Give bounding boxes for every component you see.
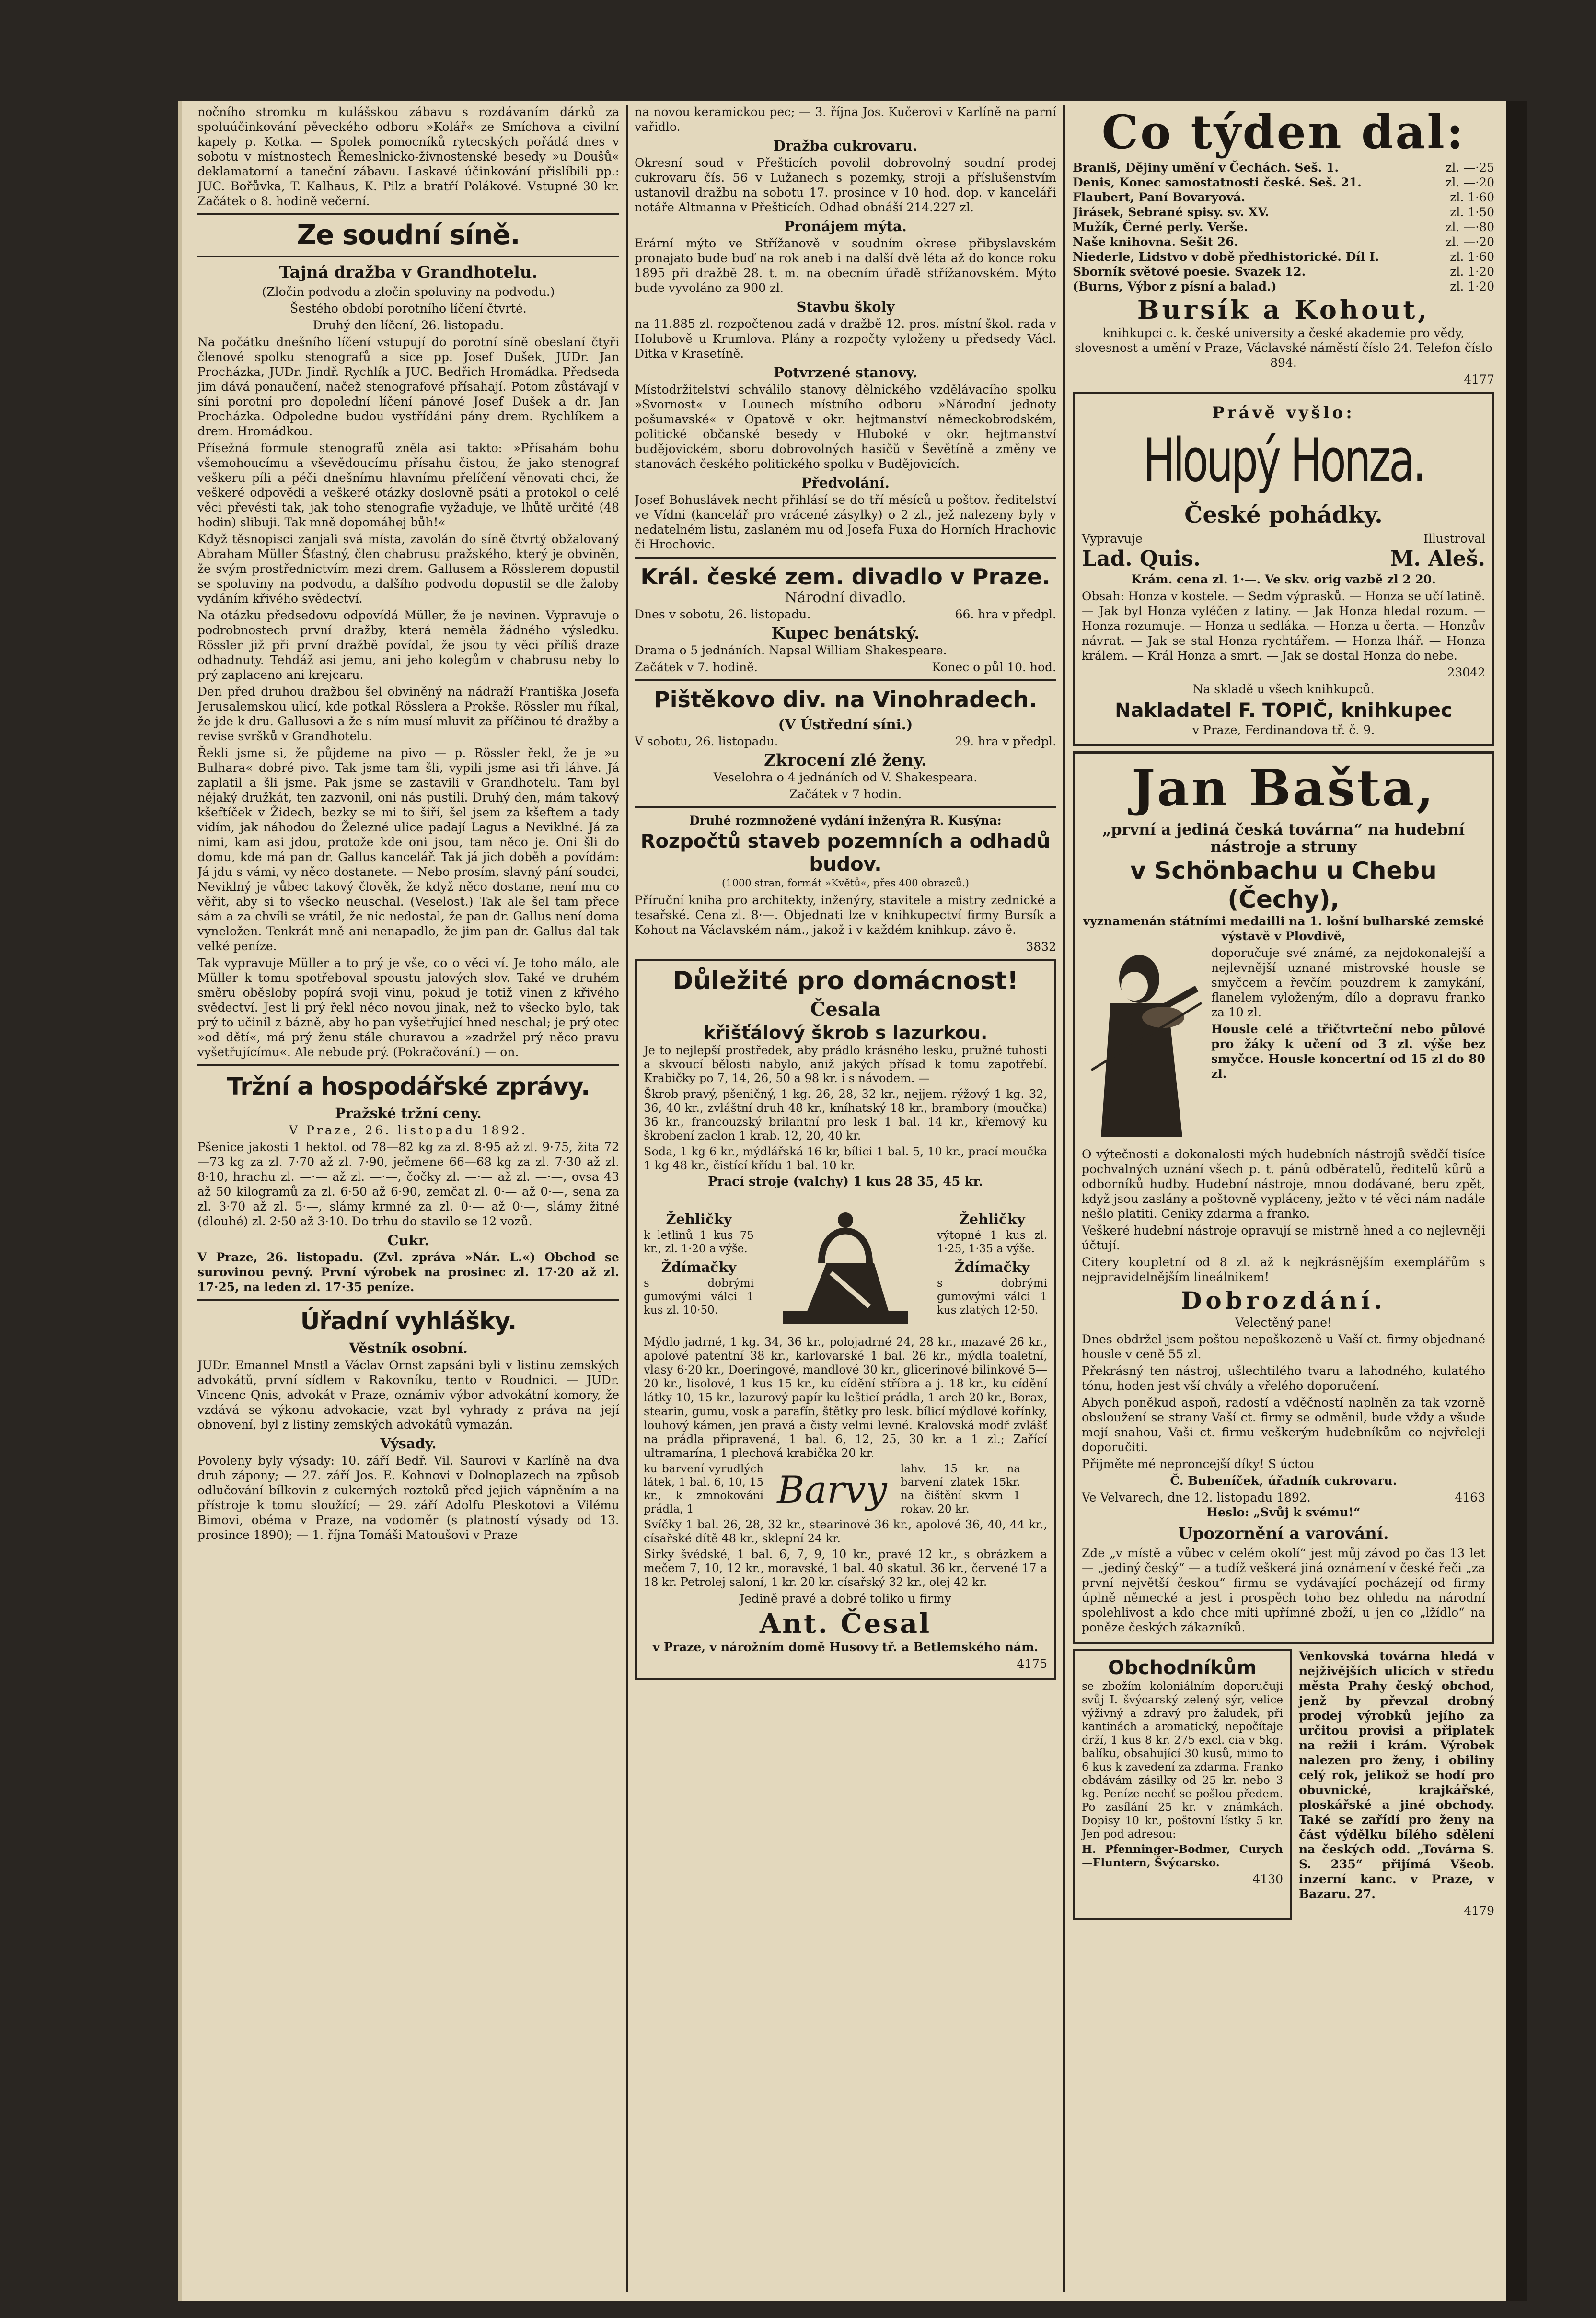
honza-illus-label: Illustroval xyxy=(1423,532,1485,546)
dobro-paragraph: Dnes obdržel jsem poštou nepoškozeně u Vaší ct. firmy objednané housle v ceně 55 zl. xyxy=(1082,1332,1485,1361)
honza-pre: Právě vyšlo: xyxy=(1212,403,1355,422)
book-title: Branlš, Dějiny umění v Čechách. Seš. 1. xyxy=(1073,161,1339,175)
article-paragraph: Přísežná formule stenografů zněla asi takto: »Přísahám bohu všemohoucímu a vševědoucímu přísahu čistou, že jako stenograf veškeru píli a péči dnešnímu hlavnímu přelíčení věnovati chci, že veškeré odpovědi a veškeré otázky doslovně psáti a protokol o celé věci převésti tak, jak toho stenografie vyžaduje, ve lhůtě určité (48 hodin) slibuji. Tak mně dopomáhej bůh!« xyxy=(197,441,619,529)
bursik-title: Bursík a Kohout, xyxy=(1137,294,1430,325)
kusyn-line: Druhé rozmnožené vydání inženýra R. Kusýna: xyxy=(689,814,1002,827)
dobro-place: Ve Velvarech, dne 12. listopadu 1892. xyxy=(1082,1491,1311,1504)
article-paragraph: Místodržitelství schválilo stanovy dělnického vzdělávacího spolku »Svornost« v Lounech místního odboru »Národní jednoty pošumavské« v Opatově v okr. hejtmanství německobrodském, politické občanské besedy v Hluboké v okr. hejtmanství budějovickém, sboru dobrovolných hasičů v Ševětíně a změny ve stanovách českého politického spolku v Budějovicích. xyxy=(635,383,1056,471)
court-sub: Druhý den líčení, 26. listopadu. xyxy=(312,318,504,332)
bursik-paragraph: knihkupci c. k. české university a české akademie pro vědy, slovesnost a umění v Praze, Václavské náměstí číslo 24. Telefon číslo 894. xyxy=(1075,326,1492,370)
theatre2-perf: 29. hra v předpl. xyxy=(955,734,1056,748)
court-heading: Ze soudní síně. xyxy=(297,220,520,251)
dobro-motto: Heslo: „Svůj k svému!“ xyxy=(1206,1505,1361,1519)
books-heading: Co týden dal: xyxy=(1101,105,1466,159)
ad-number: 23042 xyxy=(1447,665,1485,679)
iron-illustration-icon xyxy=(774,1191,917,1335)
ad-number: 4175 xyxy=(1017,1657,1047,1671)
kusyn-sub: (1000 stran, formát »Květů«, přes 400 obrazců.) xyxy=(722,877,969,889)
article-paragraph: Řekli jsme si, že půjdeme na pivo — p. Rössler řekl, že je »u Bulhara« dobré pivo. Tak jsme tam šli, vypili jsme asi tři láhve. Já zaplatil a šli jsme. Pak jsme se zastavili v Grandhotelu. Tam byl nějaký družkát, ten zazvonil, oni nás pustili. Druhý den, mám takový kšeftíček v Židech, bezky se mi to šiří, šel jsem za kšeftem a tady vidím, jak náhodou do Železné ulice padají Lagus a Neviklné. Já za nimi, kam asi jdou, protože kde oni jsou, tam něco je. Oni šli do domu, kde má pan dr. Gallus kancelář. Tak já jich doběh a povídám: Já jdu s vámi, vy něco dostanete. — Nebo prosím, slavný pání soudci, Neviklný je vůbec takový člověk, že když něco dostane, není mu co věřit, aby si to všecko neuschal. (Veselost.) Tak ale šel tam přece sám a za chvíli se vrátil, že nic nedostal, že pan dr. Gallus není doma vyneložen. Tenkrát mně ani nenapadlo, že jim pan dr. Gallus dal tak velké peníze. xyxy=(197,746,619,953)
cesal-irons-left xyxy=(644,1208,754,1319)
basta-advert xyxy=(1073,751,1494,1644)
book-title: Flaubert, Paní Bovaryová. xyxy=(1073,190,1246,204)
theatre1-start: Začátek v 7. hodině. xyxy=(635,660,758,674)
cesal-paragraph: Soda, 1 kg 6 kr., mýdlářská 16 kr, bílici 1 bal. 5, 10 kr., prací moučka 1 kg 48 kr., čistící křídu 1 bal. 10 kr. xyxy=(644,1145,1047,1172)
basta-figure-row xyxy=(1082,945,1485,1147)
book-price: zl. —·80 xyxy=(1446,220,1494,234)
basta-paragraph: O výtečnosti a dokonalosti mých hudebních nástrojů svědčí tisíce pochvalných uznání všech p. t. pánů odběratelů, ředitelů kůrů a odborníků hudby. Hudební nástroje, mnou dodávané, beru zpět, když jsou zaslány a poštovně vypláceny, ježto v té věci nám nadále nešlo platiti. Ceniky zdarma a franko. xyxy=(1082,1147,1485,1221)
theatre1-desc: Drama o 5 jednáních. Napsal William Shakespeare. xyxy=(635,643,947,657)
article-paragraph: Tak vypravuje Müller a to prý je vše, co o věci ví. Je toho málo, ale Müller k tomu spotřeboval spoustu jalových slov. Také ve druhém směru oběsloby popírá svoji vinu, pokud je totiž vinen z křivého svědectví. Jest li prý řekl něco novou jinak, než to všecko bylo, tak prý to učinil z bázně, aby ho pan vyšetřující hned neschal; je prý otec »od dětí«, má prý ženu stále churavou a »zadržel prý něco pravu vyšetřujícímu«. Ale nebude prý. (Pokračování.) — on. xyxy=(197,956,619,1059)
cesal-only: Jedině pravé a dobré toliko u firmy xyxy=(740,1592,951,1606)
book-price: zl. 1·60 xyxy=(1450,190,1494,204)
cesal-name: Česala xyxy=(810,998,881,1021)
theatre1-title: Král. české zem. divadlo v Praze. xyxy=(640,564,1051,590)
honza-advert xyxy=(1073,392,1494,746)
basta-paragraph: vyznamenán státními medailli na 1. lošní bulharské zemské výstavě v Plovdivě, xyxy=(1083,914,1484,943)
sugar-heading: Cukr. xyxy=(387,1232,429,1248)
honza-title: Hloupý Honza. xyxy=(1143,426,1424,495)
honza-publisher: Nakladatel F. TOPIČ, knihkupec xyxy=(1115,699,1452,722)
cesal-title: Důležité pro domácnost! xyxy=(672,967,1018,995)
cesal-iron-title: Žehličky xyxy=(666,1211,732,1227)
article-paragraph: Erární mýto ve Střížanově v soudním okrese přibyslavském pronajato bude buď na rok aneb i na další dvě léta až do konce roku 1895 při dražbě 28. t. m. na obecním úřadě střížanovském. Mýto bude vyvoláno za 900 zl. xyxy=(635,236,1056,295)
dobro-paragraph: Překrásný ten nástroj, ušlechtilého tvaru a lahodného, kulatého tónu, hoden jest vší chvály a vřelého doporučení. xyxy=(1082,1364,1485,1393)
auction-heading: Dražba cukrovaru. xyxy=(773,138,918,154)
ad-number: 3832 xyxy=(1026,940,1056,954)
divider xyxy=(197,256,619,257)
cesal-paragraph: Svíčky 1 bal. 26, 28, 32 kr., stearinové 36 kr., apolové 36, 40, 44 kr., císařské dítě 48 kr., sklepní 24 kr. xyxy=(644,1518,1047,1545)
column-rule xyxy=(1063,105,1065,2292)
theatre2-title: Pištěkovo div. na Vinohradech. xyxy=(654,687,1037,712)
basta-name: Jan Bašta, xyxy=(1132,758,1435,817)
cesal-iron-text: k letlinů 1 kus 75 kr., zl. 1·20 a výše. xyxy=(644,1229,754,1255)
book-row xyxy=(1073,234,1494,249)
basta-sub1: „první a jediná česká továrna“ na hudební nástroje a struny xyxy=(1102,820,1465,856)
toll-heading: Pronájem mýta. xyxy=(784,218,907,234)
privileges-paragraph: Povoleny byly výsady: 10. září Bedř. Vil. Saurovi v Karlíně na dva druh zápony; — 27. září Jos. E. Kohnovi v Dolnoplazech na způsob odlučování bílkovin z cukerných roztoků před jejich vápněním a na přístroje k tomu sloužící; — 29. září Adolfu Pleskotovi a Vilému Bimovi, obéma v Praze, na vodoměr (s platností výsady od 13. prosince 1890); — 1. října Tomáši Matoušovi v Praze xyxy=(197,1454,619,1542)
book-row xyxy=(1073,220,1494,234)
book-price: zl. 1·20 xyxy=(1450,265,1494,279)
basta-paragraph: Veškeré hudební nástroje opravují se mistrně hned a co nejlevněji účtují. xyxy=(1082,1223,1485,1252)
basta-paragraph: Citery koupletní od 8 zl. až k nejkrásnějším exemplářům s nejpravidelnějším lineálnikem! xyxy=(1082,1255,1485,1284)
cesal-iron-title: Žehličky xyxy=(959,1211,1025,1227)
court-sub: (Zločin podvodu a zločin spoluviny na podvodu.) xyxy=(262,285,555,299)
cesal-paragraph: Sirky švédské, 1 bal. 6, 7, 9, 10 kr., pravé 12 kr., s obrázkem a mečem 7, 10, 12 kr., moravské, 1 bal. 40 skatul. 36 kr., červené 17 a 18 kr. Petrolej saloní, 1 kr. 20 kr. císařský 32 kr., olej 42 kr. xyxy=(644,1548,1047,1589)
article-paragraph: Na otázku předsedovu odpovídá Müller, že je nevinen. Vypravuje o podrobnostech první dražby, která neměla žádného výsledku. Rössler již při první dražbě povídal, že jsou ty věci příliš draze odhadnuty. Tehdáž asi jemu, ani jeho kolegům v chabrusu neby lo prý zaplaceno ani krejcaru. xyxy=(197,608,619,682)
cesal-colors-word: Barvy xyxy=(777,1468,887,1512)
basta-sub2: v Schönbachu u Chebu (Čechy), xyxy=(1130,857,1437,913)
books-list xyxy=(1073,160,1494,294)
theatre2-play: Zkrocení zlé ženy. xyxy=(764,751,927,770)
divider xyxy=(635,679,1056,681)
book-title: Mužík, Černé perly. Verše. xyxy=(1073,220,1249,234)
basta-paragraph: doporučuje své známé, za nejdokonalejší a nejlevnější uznané mistrovské housle se smyčcem a řevčím pouzdrem k zamykání, flanelem vyloženým, dílo a dopravu franko za 10 zl. xyxy=(1211,946,1485,1019)
ad-number: 4177 xyxy=(1464,373,1494,386)
article-paragraph: Okresní soud v Přešticích povolil dobrovolný soudní prodej cukrovaru čís. 56 v Lužanech s pozemky, stroji a příslušenstvím ustanovil dražbu na sobotu 17. prosince v 10 hod. dop. v kanceláři notáře Altmanna v Přešticích. Odhad obnáší 214.227 zl. xyxy=(635,156,1056,214)
court-title: Tajná dražba v Grandhotelu. xyxy=(279,263,538,282)
theatre1-sub: Národní divadlo. xyxy=(785,589,906,606)
column-rule xyxy=(626,105,628,2292)
kusyn-paragraph: Příruční kniha pro architekty, inženýry, stavitele a mistry zednické a tesařské. Cena zl. 8·—. Objednati lze v knihkupectví firmy Bursík a Kohout na Václavském nám., jakož i v každém knihkup. závo ě. xyxy=(635,893,1056,937)
basta-paragraph: Housle celé a třičtvrteční nebo půlové pro žáky k učení od 3 zl. výše bez smyčce. Housle koncertní od 15 zl do 80 zl. xyxy=(1211,1022,1485,1081)
theatre1-end: Konec o půl 10. hod. xyxy=(932,660,1056,674)
theatre2-start: Začátek v 7 hodin. xyxy=(789,787,902,801)
divider xyxy=(197,213,619,215)
honza-content: Obsah: Honza v kostele. — Sedm výprasků. — Honza se učí latině. — Jak byl Honza vyléčen z latiny. — Jak Honza hledal rozum. — Honza rozumuje. — Honza u sedláka. — Honza u čerta. — Honzův návrat. — Jak se stal Honza rychtářem. — Honza lhář. — Honza králem. — Král Honza a smrt. — Jak se dostal Honza do nebe. xyxy=(1082,589,1485,663)
article-paragraph: na 11.885 zl. rozpočtenou zadá v dražbě 12. pros. místní škol. rada v Holubově u Krumlova. Plány a rozpočty vyloženy u předsedy Václ. Ditka v Krasetíně. xyxy=(635,317,1056,361)
binding-strip xyxy=(1506,101,1527,2301)
venkov-paragraph: Venkovská továrna hledá v nejživějších ulicích v středu města Prahy český obchod, jenž by převzal drobný prodej výrobků jejího za určitou provisi a připlatek na režii i krám. Výrobek nalezen pro ženy, i obiliny celý rok, jelikož se hodí pro obuvnické, krajkářské, ploskářské a jiné obchody. Také se zařídí pro ženy na část výdělku bílého sdělení na českých odd. „Továrna S. S. 235“ přijímá Všeob. inzerní kanc. v Praze, v Bazaru. 27. xyxy=(1299,1649,1494,1901)
theatre2-dateline xyxy=(635,734,1056,749)
ad-number: 4130 xyxy=(1252,1872,1283,1886)
theatre2-sub: (V Ústřední síni.) xyxy=(778,716,913,733)
book-row xyxy=(1073,175,1494,190)
cesal-paragraph: Prací stroje (valchy) 1 kus 28 35, 45 kr. xyxy=(708,1175,983,1189)
theatre2-date: V sobotu, 26. listopadu. xyxy=(635,734,778,748)
honza-illus: M. Aleš. xyxy=(1390,547,1485,571)
cesal-irons-right xyxy=(937,1208,1047,1319)
official-paragraph: JUDr. Emannel Mnstl a Václav Ornst zapsáni byli v listinu zemských advokátů, první sídlem v Rakovníku, tento v Roudnici. — JUDr. Vincenc Qnis, advokát v Praze, oznámiv výbor advokátní komory, že vzdává se výkonu advokacie, vzat byl vyhrady z práva na její obnovení, byl z listiny zemských advokátů vymazán. xyxy=(197,1358,619,1432)
ad-number: 4163 xyxy=(1455,1491,1485,1504)
theatre1-date: Dnes v sobotu, 26. listopadu. xyxy=(635,607,811,621)
intro-paragraph: nočního stromku m kulášskou zábavu s rozdávaním dárků za spoluúčinkování pěveckého odboru »Kolář« ze Smíchova a civilní kapely p. Kotka. — Spolek pomocníků rytecských pořádá dnes v sobotu v místnostech Řemeslnicko-živnostenské besedy »u Doušů« deklamatorní a taneční zábavu. Laskavé účinkování přislíbili pp.: JUC. Bořůvka, T. Kalhaus, K. Pilz a bratří Polákové. Vstupné 30 kr. Začátek o 8. hodině večerní. xyxy=(197,105,619,208)
bottom-ads-row xyxy=(1073,1649,1494,1920)
market-heading: Tržní a hospodářské zprávy. xyxy=(227,1072,590,1100)
kusyn-title: Rozpočtů staveb pozemních a odhadů budov. xyxy=(640,830,1051,875)
book-title: Sborník světové poesie. Svazek 12. xyxy=(1073,265,1306,279)
divider xyxy=(635,557,1056,559)
cesal-firm: Ant. Česal xyxy=(759,1608,932,1640)
book-row xyxy=(1073,249,1494,264)
violinist-illustration-icon xyxy=(1082,945,1206,1147)
cesal-paragraph: Je to nejlepší prostředek, aby prádlo krásného lesku, pružné tuhosti a skvoucí bělosti nabylo, aniž jakých přísad k tomu zapotřebí. Krabičky po 7, 14, 26, 50 a 98 kr. i s návodem. — xyxy=(644,1044,1047,1085)
court-sub: Šestého období porotního líčení čtvrté. xyxy=(290,302,527,315)
theatre1-times xyxy=(635,660,1056,675)
confirmed-heading: Potvrzené stanovy. xyxy=(774,364,917,381)
cesal-paragraph: Škrob pravý, pšeničný, 1 kg. 26, 28, 32 kr., nejjem. rýžový 1 kg. 32, 36, 40 kr., zvláštní druh 48 kr., kníhatský 18 kr., brambory (moučka) 36 kr., francouzský brilantní pro lesk 1 bal. 14 kr., křemový ku škrobení zaclon 1 krab. 12, 20, 40 kr. xyxy=(644,1087,1047,1142)
theatre1-dateline xyxy=(635,607,1056,622)
privileges-heading: Výsady. xyxy=(380,1435,437,1452)
honza-stock: Na skladě u všech knihkupců. xyxy=(1192,682,1375,696)
honza-credits xyxy=(1082,546,1485,572)
cesal-advert xyxy=(635,959,1056,1680)
summons-heading: Předvolání. xyxy=(801,475,890,491)
article-paragraph: na novou keramickou pec; — 3. října Jos. Kučerovi v Karlíně na parní vařidlo. xyxy=(635,105,1056,134)
warning-title: Upozornění a varování. xyxy=(1178,1524,1389,1543)
dobro-title: Dobrozdání. xyxy=(1181,1286,1386,1315)
theatre2-desc: Veselohra o 4 jednáních od V. Shakespeara. xyxy=(713,770,978,784)
theatre1-perf: 66. hra v předpl. xyxy=(955,607,1056,621)
book-price: zl. —·20 xyxy=(1446,175,1494,189)
honza-author: Lad. Quis. xyxy=(1082,547,1201,571)
dobro-paragraph: Přijměte mé neproncejší díky! S úctou xyxy=(1082,1457,1315,1471)
article-paragraph: Na počátku dnešního líčení vstupují do porotní síně obeslaní čtyři členové spolku stenografů a sice pp. Josef Dušek, JUDr. Jan Procházka, JUDr. Jindř. Rychlík a JUC. Bedřich Hromádka. Předseda jim dává ponaučení, načež stenografové přísahají. Potom zůstávají v síni porotní pro dopolední líčení pánové Josef Dušek a dr. Jan Procházka. Odpoledne budou vystřídáni pány drem. Rychlíkem a drem. Hromádkou. xyxy=(197,335,619,438)
cesal-colors-left: ku barvení vyrudlých látek, 1 bal. 6, 10, 15 kr., k zmnokování prádla, 1 xyxy=(644,1463,763,1515)
cesal-iron-text: výtopné 1 kus zl. 1·25, 1·35 a výše. xyxy=(937,1229,1047,1255)
honza-address: v Praze, Ferdinandova tř. č. 9. xyxy=(1192,723,1375,737)
article-paragraph: Když těsnopisci zanjali svá místa, zavolán do síně čtvrtý obžalovaný Abraham Müller Šťastný, člen chabrusu pražského, který je obviněn, že svým prostřednictvím mezi drem. Gallusem a Rösslerem dopustil se spoluviny na podvodu, a dalšího podvodu dopustil se dle žaloby vydáním křivého svědectví. xyxy=(197,532,619,606)
cesal-address: v Praze, v nárožním domě Husovy tř. a Betlemského nám. xyxy=(652,1640,1039,1654)
column-2 xyxy=(635,105,1056,2296)
divider xyxy=(635,806,1056,808)
article-paragraph: Den před druhou dražbou šel obviněný na nádraží Františka Josefa Jerusalemskou ulicí, kde potkal Rösslera a Prokše. Rössler mu říkal, že jde k dru. Gallusovi a že s ním musí mluvit za příčinou té dražby a revise svršků v Grandhotelu. xyxy=(197,685,619,743)
book-price: zl. 1·50 xyxy=(1450,205,1494,219)
book-price: zl. —·20 xyxy=(1446,235,1494,249)
ad-number: 4179 xyxy=(1464,1904,1494,1918)
honza-credits-labels xyxy=(1082,531,1485,546)
official-subheading: Věstník osobní. xyxy=(349,1340,468,1356)
cesal-colors-row xyxy=(644,1462,1047,1518)
cesal-wringer-title: Ždímačky xyxy=(661,1259,737,1275)
honza-price: Krám. cena zl. 1·—. Ve skv. orig vazbě zl 2 20. xyxy=(1131,572,1436,586)
honza-author-label: Vypravuje xyxy=(1082,532,1143,546)
book-title: (Burns, Výbor z písní a balad.) xyxy=(1073,280,1277,293)
book-row xyxy=(1073,205,1494,220)
book-price: zl. —·25 xyxy=(1446,161,1494,175)
honza-sub: České pohádky. xyxy=(1184,501,1383,528)
dobro-paragraph: Abych poněkud aspoň, radostí a vděčností naplněn za tak vzorně obsloužení se strany Vaší ct. firmy se odměnil, bude vždy a všude mojí snahou, Vaši ct. firmu veškerým hudebníkům co nejvřeleji doporučiti. xyxy=(1082,1396,1485,1454)
book-row xyxy=(1073,279,1494,294)
book-price: zl. 1·20 xyxy=(1450,280,1494,293)
divider xyxy=(197,1064,619,1066)
obchodnikum-advert xyxy=(1073,1649,1292,1920)
theatre1-play: Kupec benátský. xyxy=(771,624,920,643)
obchodnikum-firm: H. Pfenninger-Bodmer, Curych—Fluntern, Švýcarsko. xyxy=(1082,1843,1283,1869)
venkov-advert xyxy=(1299,1649,1494,1920)
warning-paragraph: Zde „v místě a vůbec v celém okolí“ jest můj závod po čas 13 let — „jediný český“ — a tudíž veškerá jiná oznámení v české řeči „za první největší českou“ firmu se vydávající pocházejí od firmy úplně německé a jest i prospěch toho bez ohledu na národní spolehlivost a kdo chce míti upřímné zboží, u jen co „lžídlo“ na poněze českých zákazníků. xyxy=(1082,1546,1485,1634)
cesal-paragraph: Mýdlo jadrné, 1 kg. 34, 36 kr., polojadrné 24, 28 kr., mazavé 26 kr., apolové patentní 38 kr., karlovarské 1 bal. 26 kr., mýdla toaletní, vlasy 6·20 kr., Doeringové, mandlové 30 kr., glicerinové bilinkové 5—20 kr., lisolové, 1 kus 15 kr., ku cídění stříbra a j. 18 kr., ku cídění látky 10, 15 kr., lazurový papír ku lešticí prádla, 1 arch 20 kr., Borax, stearin, gumu, vosk a parafín, štětky pro lesk. bílicí mýdlové kořínky, louhový kámen, jen pravá a čisty velmi levné. Kralovská modř zvlášť na prádla připravená, 1 bal. 6, 12, 25, 30 kr. a 1 zl.; Zařící ultramarína, 1 plechová krabička 20 kr. xyxy=(644,1335,1047,1460)
cesal-wringer-text: s dobrými gumovými válci 1 kus zlatých 12·50. xyxy=(937,1277,1047,1316)
book-title: Naše knihovna. Sešit 26. xyxy=(1073,235,1238,249)
book-title: Niederle, Lidstvo v době předhistorické. Díl I. xyxy=(1073,250,1379,264)
market-subheading: Pražské tržní ceny. xyxy=(335,1105,482,1121)
obchodnikum-title: Obchodníkům xyxy=(1108,1657,1257,1679)
article-paragraph: Josef Bohuslávek necht přihlásí se do tří měsíců u poštov. ředitelství ve Vídni (kancelář pro vrácené zásylky) o 2 zl., jež nalezeny byly v nedatelném listu, zaslaném mu od Josefa Fuxa do Horních Hrachovic či Hrochovic. xyxy=(635,493,1056,551)
official-heading: Úřadní vyhlášky. xyxy=(300,1307,517,1335)
dobro-signature: Č. Bubeníček, úřadník cukrovaru. xyxy=(1170,1474,1397,1488)
page-edge xyxy=(178,101,182,2301)
sugar-paragraph: V Praze, 26. listopadu. (Zvl. zpráva »Nár. L.«) Obchod se surovinou pevný. První výrobek na prosinec zl. 17·20 až zl. 17·25, na leden zl. 17·35 peníze. xyxy=(197,1250,619,1294)
market-paragraph: Pšenice jakosti 1 hektol. od 78—82 kg za zl. 8·95 až zl. 9·75, žita 72—73 kg za zl. 7·70 až zl. 7·90, ječmene 66—68 kg za zl. 7·30 až zl. 8·10, hrachu zl. —·— až zl. —·—, čočky zl. —·— až zl. —·—, ovsa 43 až 50 kilogramů za zl. 6·50 až 6·90, zemčat zl. 0·— až 0·—, sena za zl. 3·70 až zl. 5·—, slámy krmné za zl. 0·— až 0·—, slámy žitné (dlouhé) zl. 2·50 až 3·10. Do trhu do stavilo se 12 vozů. xyxy=(197,1140,619,1228)
divider xyxy=(197,1299,619,1301)
market-dateline: V Praze, 26. listopadu 1892. xyxy=(289,1123,528,1137)
obchodnikum-paragraph: se zbožím koloniálním doporučuji svůj I. švýcarský zelený sýr, velice výživný a zdravý pro žaludek, při kantinách a aromatický, nepočítaje drží, 1 kus 8 kr. 275 excl. cia v 5kg. balíku, obsahující 30 kusů, mimo to 6 kus k zavedení za zdarma. Franko obdávám zásilky od 25 kr. nebo 3 kg. Peníze nechť se pošlou předem. Po zasílání 25 kr. v známkách. Dopisy 10 kr., poštovní lístky 5 kr. Jen pod adresou: xyxy=(1082,1680,1283,1840)
cesal-sub: křišťálový škrob s lazurkou. xyxy=(703,1022,988,1043)
book-row xyxy=(1073,190,1494,205)
dobro-greeting: Velectěný pane! xyxy=(1235,1316,1332,1329)
cesal-wringer-title: Ždímačky xyxy=(954,1259,1030,1275)
book-row xyxy=(1073,160,1494,175)
column-3 xyxy=(1073,105,1494,2296)
dobro-place-line xyxy=(1082,1490,1485,1505)
cesal-irons-row xyxy=(644,1191,1047,1335)
book-title: Jirásek, Sebrané spisy. sv. XV. xyxy=(1073,205,1269,219)
column-1 xyxy=(197,105,619,2296)
cesal-wringer-text: s dobrými gumovými válci 1 kus zl. 10·50. xyxy=(644,1277,754,1316)
cesal-colors-right: lahv. 15 kr. na barvení zlatek 15kr. na čištění skvrn 1 rokav. 20 kr. xyxy=(901,1463,1020,1515)
book-row xyxy=(1073,264,1494,279)
book-price: zl. 1·60 xyxy=(1450,250,1494,264)
book-title: Denis, Konec samostatnosti české. Seš. 21. xyxy=(1073,175,1362,189)
school-heading: Stavbu školy xyxy=(796,299,895,315)
newspaper-page xyxy=(178,101,1527,2301)
basta-text xyxy=(1211,945,1485,1147)
